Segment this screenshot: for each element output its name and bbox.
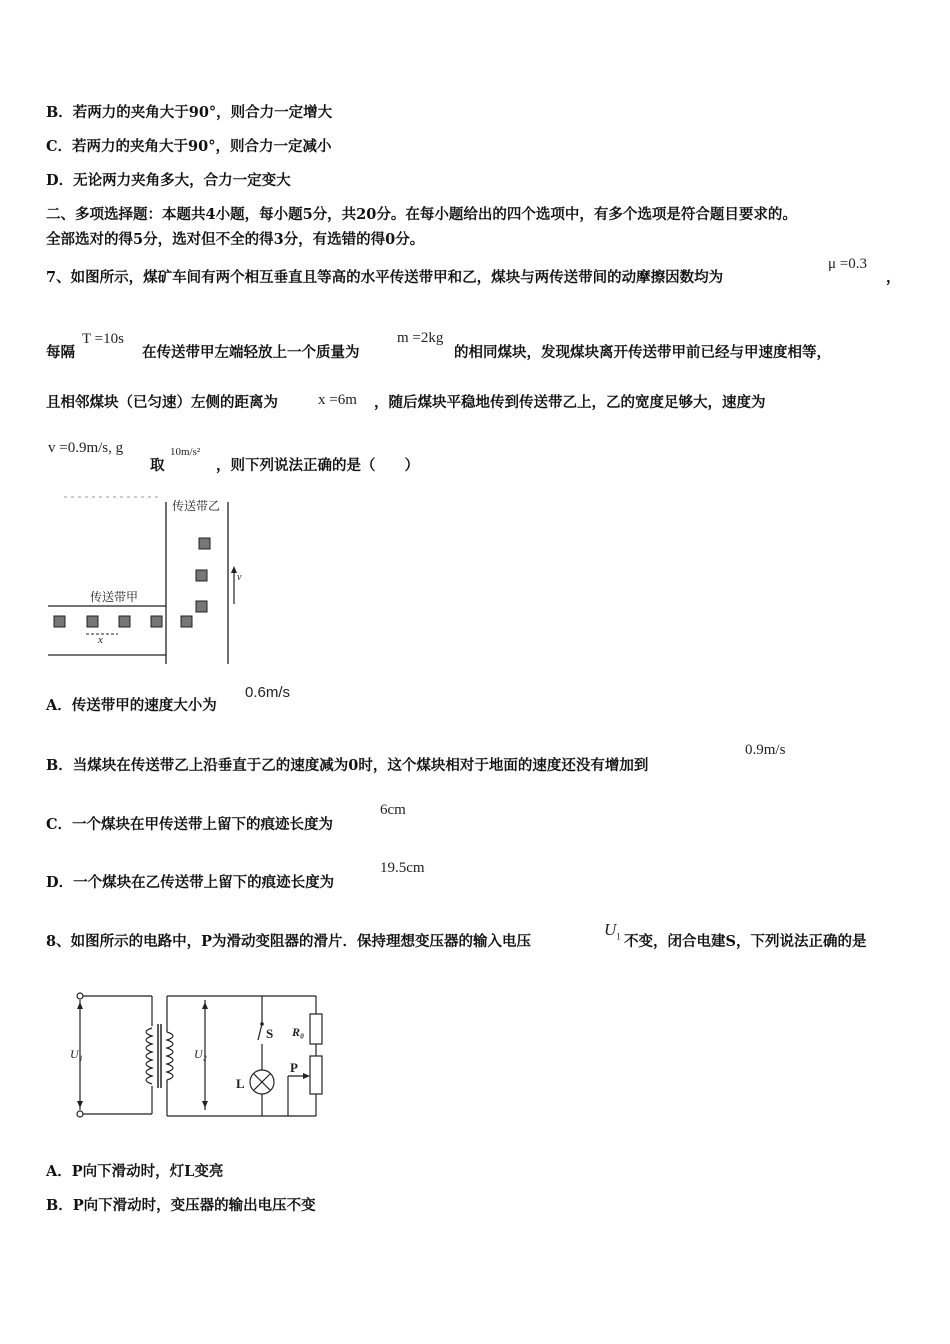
label-s: S bbox=[266, 1026, 274, 1041]
label-p: P bbox=[290, 1060, 298, 1075]
label-belt-b: 传送带乙 bbox=[172, 499, 221, 513]
label-belt-a: 传送带甲 bbox=[90, 590, 139, 604]
label-r0: R₀ bbox=[292, 1025, 305, 1039]
q7-stem-line3a: 且相邻煤块（已匀速）左侧的距离为 bbox=[46, 394, 278, 411]
q7-option-b-value: 0.9m/s bbox=[745, 742, 786, 758]
q7-option-d: D．一个煤块在乙传送带上留下的痕迹长度为 bbox=[46, 874, 335, 891]
q7-gravity: 10m/s² bbox=[170, 446, 201, 458]
q7-stem-line3b: ，随后煤块平稳地传到传送带乙上，乙的宽度足够大，速度为 bbox=[374, 394, 766, 411]
option-d-prev: D．无论两力夹角多大，合力一定变大 bbox=[46, 172, 291, 189]
q7-option-d-value: 19.5cm bbox=[380, 860, 425, 876]
q8-option-a: A．P向下滑动时，灯L变亮 bbox=[46, 1163, 224, 1180]
q7-option-a-value: 0.6m/s bbox=[245, 684, 291, 701]
label-v: v bbox=[237, 572, 242, 583]
circuit-figure bbox=[66, 988, 336, 1123]
q7-stem-line2c: 的相同煤块，发现煤块离开传送带甲前已经与甲速度相等， bbox=[454, 344, 831, 361]
q7-stem-line2b: 在传送带甲左端轻放上一个质量为 bbox=[142, 344, 360, 361]
section-heading: 二、多项选择题：本题共4小题，每小题5分，共20分。在每小题给出的四个选项中，有多个选项是符合题目要求的。 bbox=[46, 206, 797, 223]
q7-mu: μ =0.3 bbox=[828, 256, 868, 272]
option-b-prev: B．若两力的夹角大于90°，则合力一定增大 bbox=[46, 104, 333, 121]
q7-velocity: v =0.9m/s, g bbox=[48, 440, 124, 456]
q7-option-a: A．传送带甲的速度大小为 bbox=[46, 697, 217, 714]
label-u1: U₁ bbox=[70, 1047, 83, 1061]
coal-block bbox=[54, 538, 210, 627]
option-c-prev: C．若两力的夹角大于90°，则合力一定减小 bbox=[46, 138, 332, 155]
q7-mass: m =2kg bbox=[397, 330, 444, 346]
q7-option-c-value: 6cm bbox=[380, 802, 406, 818]
conveyor-figure bbox=[44, 492, 254, 667]
q8-u1: $U_1$ bbox=[604, 920, 621, 942]
q7-stem-line2a: 每隔 bbox=[46, 344, 75, 361]
q7-option-b: B．当煤块在传送带乙上沿垂直于乙的速度减为0时，这个煤块相对于地面的速度还没有增加到 bbox=[46, 757, 649, 774]
section-heading-2: 全部选对的得5分，选对但不全的得3分，有选错的得0分。 bbox=[46, 231, 425, 248]
q7-option-c: C．一个煤块在甲传送带上留下的痕迹长度为 bbox=[46, 816, 334, 833]
label-u2: U₂ bbox=[194, 1047, 207, 1061]
q7-stem-line4a: 取 bbox=[150, 457, 165, 474]
q8-stem-b: 不变，闭合电建S，下列说法正确的是 bbox=[624, 933, 867, 950]
label-x: x bbox=[98, 634, 103, 646]
q7-period: T =10s bbox=[82, 331, 124, 347]
q8-option-b: B．P向下滑动时，变压器的输出电压不变 bbox=[46, 1197, 316, 1214]
q8-stem-a: 8、如图所示的电路中，P为滑动变阻器的滑片．保持理想变压器的输入电压 bbox=[46, 933, 531, 950]
q7-stem-line1: 7、如图所示，煤矿车间有两个相互垂直且等高的水平传送带甲和乙，煤块与两传送带间的动摩擦因数均为 bbox=[46, 269, 724, 286]
label-l: L bbox=[236, 1076, 245, 1091]
q7-line1-end: ， bbox=[886, 269, 901, 286]
q7-stem-line4b: ，则下列说法正确的是（ ） bbox=[216, 457, 419, 474]
q7-distance: x =6m bbox=[318, 392, 357, 408]
